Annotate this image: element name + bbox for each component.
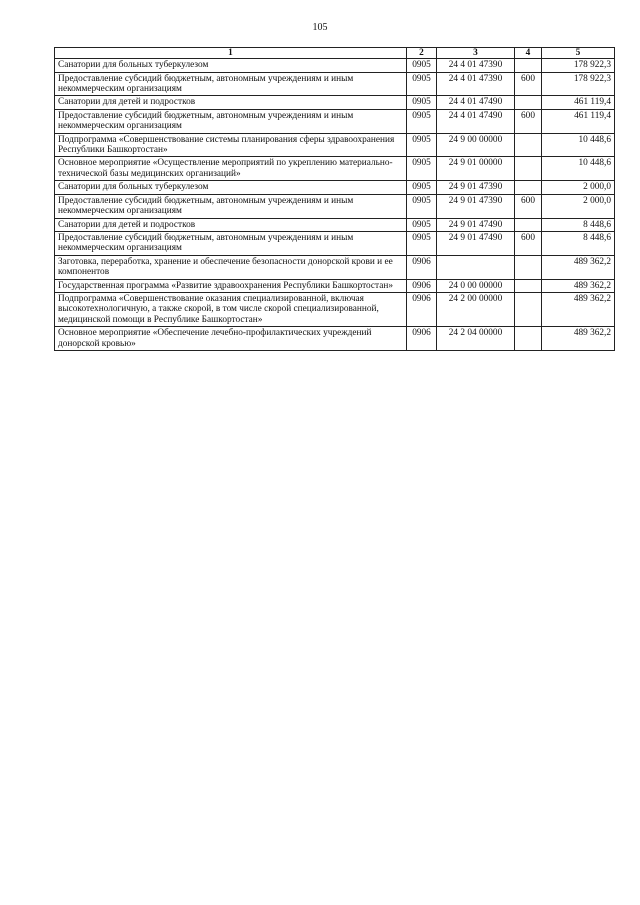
amount-cell: 10 448,6 [542,157,615,181]
section-code-cell: 0905 [407,109,437,133]
item-name-cell: Подпрограмма «Совершенствование оказания специализированной, включая высокотехнологичную, а также скорой, в том числе скорой специализированной, медицинской помощи в Республике Башкортостан» [55,292,407,326]
table-row [55,218,615,231]
item-name-cell: Государственная программа «Развитие здравоохранения Республики Башкортостан» [55,279,407,292]
expense-type-cell [515,181,542,194]
expense-type-cell [515,327,542,351]
table-row [55,96,615,109]
table-row [55,279,615,292]
expense-type-cell [515,96,542,109]
item-name-cell: Предоставление субсидий бюджетным, автономным учреждениям и иным некоммерческим организациям [55,194,407,218]
table-row [55,327,615,351]
section-code-cell: 0905 [407,157,437,181]
item-name-cell: Предоставление субсидий бюджетным, автономным учреждениям и иным некоммерческим организациям [55,109,407,133]
expense-type-cell [515,255,542,279]
table-row [55,231,615,255]
expense-type-cell [515,59,542,72]
amount-cell: 2 000,0 [542,181,615,194]
amount-cell: 178 922,3 [542,72,615,96]
table-body [55,59,615,351]
table-row [55,157,615,181]
amount-cell: 10 448,6 [542,133,615,157]
table-row [55,181,615,194]
item-name-cell: Заготовка, переработка, хранение и обеспечение безопасности донорской крови и ее компонентов [55,255,407,279]
table-row [55,133,615,157]
table-header-row [55,48,615,59]
expense-type-cell [515,133,542,157]
section-code-cell: 0905 [407,181,437,194]
table-row [55,194,615,218]
table-row [55,109,615,133]
budget-table [54,47,615,351]
section-code-cell: 0906 [407,279,437,292]
expense-type-cell [515,279,542,292]
column-header: 4 [515,48,542,59]
target-article-cell: 24 9 01 47390 [437,181,515,194]
amount-cell: 489 362,2 [542,327,615,351]
target-article-cell: 24 4 01 47390 [437,72,515,96]
amount-cell: 8 448,6 [542,231,615,255]
section-code-cell: 0906 [407,292,437,326]
amount-cell: 489 362,2 [542,255,615,279]
target-article-cell: 24 2 00 00000 [437,292,515,326]
amount-cell: 489 362,2 [542,292,615,326]
target-article-cell: 24 4 01 47490 [437,96,515,109]
column-header: 5 [542,48,615,59]
expense-type-cell [515,292,542,326]
page-number: 105 [312,22,328,33]
item-name-cell: Санатории для детей и подростков [55,96,407,109]
section-code-cell: 0905 [407,218,437,231]
section-code-cell: 0905 [407,133,437,157]
section-code-cell: 0905 [407,59,437,72]
section-code-cell: 0906 [407,327,437,351]
table-row [55,72,615,96]
target-article-cell: 24 9 01 47490 [437,218,515,231]
expense-type-cell [515,157,542,181]
amount-cell: 178 922,3 [542,59,615,72]
expense-type-cell: 600 [515,231,542,255]
expense-type-cell [515,218,542,231]
item-name-cell: Подпрограмма «Совершенствование системы планирования сферы здравоохранения Республики Башкортостан» [55,133,407,157]
table-row [55,255,615,279]
target-article-cell: 24 0 00 00000 [437,279,515,292]
item-name-cell: Предоставление субсидий бюджетным, автономным учреждениям и иным некоммерческим организациям [55,231,407,255]
item-name-cell: Предоставление субсидий бюджетным, автономным учреждениям и иным некоммерческим организациям [55,72,407,96]
amount-cell: 461 119,4 [542,109,615,133]
section-code-cell: 0906 [407,255,437,279]
table-row [55,292,615,326]
target-article-cell: 24 2 04 00000 [437,327,515,351]
target-article-cell: 24 9 01 47390 [437,194,515,218]
amount-cell: 461 119,4 [542,96,615,109]
target-article-cell: 24 9 01 00000 [437,157,515,181]
item-name-cell: Санатории для больных туберкулезом [55,181,407,194]
amount-cell: 8 448,6 [542,218,615,231]
target-article-cell: 24 9 00 00000 [437,133,515,157]
section-code-cell: 0905 [407,72,437,96]
column-header: 1 [55,48,407,59]
target-article-cell: 24 4 01 47490 [437,109,515,133]
section-code-cell: 0905 [407,231,437,255]
expense-type-cell: 600 [515,109,542,133]
item-name-cell: Санатории для больных туберкулезом [55,59,407,72]
column-header: 2 [407,48,437,59]
target-article-cell: 24 9 01 47490 [437,231,515,255]
table-row [55,59,615,72]
item-name-cell: Основное мероприятие «Осуществление мероприятий по укреплению материально-технической базы медицинских организаций» [55,157,407,181]
item-name-cell: Основное мероприятие «Обеспечение лечебно-профилактических учреждений донорской кровью» [55,327,407,351]
amount-cell: 2 000,0 [542,194,615,218]
section-code-cell: 0905 [407,96,437,109]
expense-type-cell: 600 [515,72,542,96]
section-code-cell: 0905 [407,194,437,218]
target-article-cell: 24 4 01 47390 [437,59,515,72]
target-article-cell [437,255,515,279]
amount-cell: 489 362,2 [542,279,615,292]
column-header: 3 [437,48,515,59]
expense-type-cell: 600 [515,194,542,218]
item-name-cell: Санатории для детей и подростков [55,218,407,231]
